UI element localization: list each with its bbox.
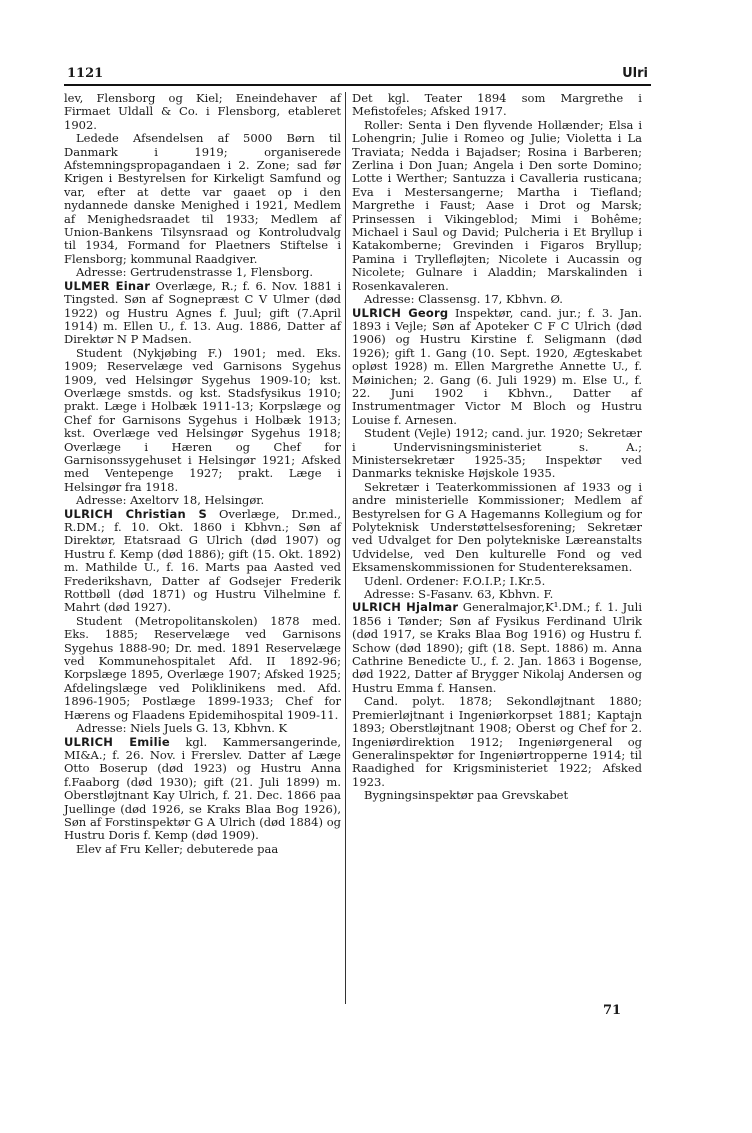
- page-number: 1121: [67, 66, 104, 81]
- column-right: [352, 92, 642, 803]
- entry-bio: Inspektør, cand. jur.; f. 3. Jan. 1893 i Vejle; Søn af Apoteker C F C Ulrich (død 1906) og Hustru Kirstine f. Seligmann (død 1926); gift 1. Gang (10. Sept. 1920, Ægteskabet opløst 1928) m. Ellen Margrethe Annette U., f. Møinichen; 2. Gang (6. Juli 1929) m. Else U., f. 22. Juni 1902 i Kbhvn., Datter af Instrumentmager Victor M Bloch og Hustru Louise f. Arnesen.: [352, 305, 642, 427]
- entry-bio: Generalmajor,K¹.DM.; f. 1. Juli 1856 i Tønder; Søn af Fysikus Ferdinand Ulrik (død 1917, se Kraks Blaa Bog 1916) og Hustru f. Schow (død 1890); gift (18. Sept. 1886) m. Anna Cathrine Benedicte U., f. 2. Jan. 1863 i Bogense, død 1922, Datter af Brygger Nikolaj Andersen og Hustru Emma f. Hansen.: [352, 600, 642, 695]
- sheet-number: 71: [603, 1003, 622, 1018]
- entry-text: lev, Flensborg og Kiel; Eneindehaver af Firmaet Uldall & Co. i Flensborg, etableret 1902.: [64, 91, 341, 132]
- entry-text: Elev af Fru Keller; debuterede paa: [76, 841, 279, 856]
- entry-text: Student (Vejle) 1912; cand. jur. 1920; Sekretær i Undervisningsministeriet s. A.; Ministersekretær 1925-35; Inspektør ved Danmarks tekniske Højskole 1935.: [352, 426, 642, 481]
- entry-text: [352, 601, 642, 695]
- entry-address: Adresse: Niels Juels G. 13, Kbhvn. K: [76, 721, 288, 736]
- entry-ulrich-emilie: [64, 736, 341, 857]
- entry-headword: ULRICH Christian S: [64, 506, 207, 521]
- entry-address: Adresse: S-Fasanv. 63, Kbhvn. F.: [364, 587, 554, 602]
- entry-ulrich-emilie-continued: [352, 92, 642, 307]
- entry-headword: ULMER Einar: [64, 278, 151, 293]
- entry-ulrich-georg: [352, 307, 642, 602]
- column-divider: [345, 92, 346, 1004]
- entry-text: Student (Metropolitanskolen) 1878 med. Eks. 1885; Reservelæge ved Garnisons Sygehus 1888-90; Dr. med. 1891 Reservelæge ved Kommunehospitalet Afd. II 1892-96; Korpslæge 1895, Overlæge 1907; Afsked 1925; Afdelingslæge ved Poliklinikens med. Afd. 1896-1905; Postlæge 1899-1933; Chef for Hærens og Flaadens Epidemihospital 1909-11.: [64, 613, 341, 722]
- entry-text: Student (Nykjøbing F.) 1901; med. Eks. 1909; Reservelæge ved Garnisons Sygehus 1909, ved Helsingør Sygehus 1909-10; kst. Overlæge smstds. og kst. Stadsfysikus 1910; prakt. Læge i Holbæk 1911-13; Korpslæge og Chef for Garnisons Sygehus i Holbæk 1913; kst. Overlæge ved Helsingør Sygehus 1918; Overlæge i Hæren og Chef for Garnisonssygehuset i Helsingør 1921; Afsked med Ventepenge 1927; prakt. Læge i Helsingør fra 1918.: [64, 345, 341, 494]
- entry-text: [352, 307, 642, 428]
- entry-address: Adresse: Classensg. 17, Kbhvn. Ø.: [364, 292, 563, 307]
- entry-text: Sekretær i Teaterkommissionen af 1933 og i andre ministerielle Kommissioner; Medlem af Bestyrelsen for G A Hagemanns Kollegium og for Polyteknisk Understøttelsesforening; Sekretær ved Udvalget for Den polytekniske Læreanstalts Udvidelse, ved Den kulturelle Fond og ved Eksamenskommissionen for Studentereksamen.: [352, 479, 642, 575]
- entry-text: [64, 508, 341, 615]
- entry-text: Det kgl. Teater 1894 som Margrethe i Mefistofeles; Afsked 1917.: [352, 91, 642, 119]
- entry-orders: Udenl. Ordener: F.O.I.P.; I.Kr.5.: [364, 573, 546, 588]
- entry-text: [64, 736, 341, 843]
- entry-bio: kgl. Kammersangerinde, MI&A.; f. 26. Nov. i Frerslev. Datter af Læge Otto Boserup (død 1923) og Hustru Anna f.Faaborg (død 1930); gift (21. Juli 1899) m. Oberstløjtnant Kay Ulrich, f. 21. Dec. 1866 paa Juellinge (død 1926, se Kraks Blaa Bog 1926), Søn af Forstinspektør G A Ulrich (død 1884) og Hustru Doris f. Kemp (død 1909).: [64, 734, 341, 843]
- entry-text: Roller: Senta i Den flyvende Hollænder; Elsa i Lohengrin; Julie i Romeo og Julie; Violetta i La Traviata; Nedda i Bajadser; Rosina i Barberen; Zerlina i Don Juan; Angela i Den sorte Domino; Lotte i Werther; Santuzza i Cavalleria rusticana; Eva i Mestersangerne; Martha i Tiefland; Margrethe i Faust; Aase i Drot og Marsk; Prinsessen i Vikingeblod; Mimi i Bohême; Michael i Saul og David; Pulcheria i Et Bryllup i Katakomberne; Grevinden i Figaros Bryllup; Pamina i Tryllefløjten; Nicolete i Aucassin og Nicolete; Gulnare i Aladdin; Marskalinden i Rosenkavaleren.: [352, 117, 642, 293]
- entry-text: [64, 280, 341, 347]
- entry-bio: Overlæge, Dr.med., R.DM.; f. 10. Okt. 1860 i Kbhvn.; Søn af Direktør, Etatsraad G Ulrich (død 1907) og Hustru f. Kemp (død 1886); gift (15. Okt. 1892) m. Mathilde U., f. 16. Marts paa Aasted ved Frederikshavn, Datter af Godsejer Frederik Rottbøll (død 1871) og Hustru Vilhelmine f. Mahrt (død 1927).: [64, 506, 341, 615]
- entry-text: Ledede Afsendelsen af 5000 Børn til Danmark i 1919; organiserede Afstemningspropagandaen i 2. Zone; sad før Krigen i Bestyrelsen for Kirkeligt Samfund og var, efter at dette var gaaet op i den nydannede danske Menighed i 1921, Medlem af Menighedsraadet til 1933; Medlem af Union-Bankens Tilsynsraad og Kontroludvalg til 1934, Formand for Plaetners Stiftelse i Flensborg; kommunal Raadgiver.: [64, 131, 341, 266]
- entry-ulrich-christian: [64, 508, 341, 736]
- entry-text: Bygningsinspektør paa Grevskabet: [364, 788, 569, 803]
- entry-bio: Overlæge, R.; f. 6. Nov. 1881 i Tingsted. Søn af Sognepræst C V Ulmer (død 1922) og Hustru Agnes f. Juul; gift (7.April 1914) m. Ellen U., f. 13. Aug. 1886, Datter af Direktør N P Madsen.: [64, 278, 342, 347]
- entry-continuation: [64, 92, 341, 280]
- header-rule: [64, 84, 651, 86]
- entry-ulmer-einar: [64, 280, 341, 508]
- entry-headword: ULRICH Emilie: [64, 734, 170, 749]
- running-head: Ulri: [622, 66, 648, 81]
- entry-address: Adresse: Axeltorv 18, Helsingør.: [76, 493, 265, 508]
- entry-headword: ULRICH Hjalmar: [352, 600, 459, 615]
- entry-headword: ULRICH Georg: [352, 305, 449, 320]
- entry-address: Adresse: Gertrudenstrasse 1, Flensborg.: [76, 265, 314, 280]
- column-left: [64, 92, 341, 856]
- entry-ulrich-hjalmar: [352, 601, 642, 802]
- entry-text: Cand. polyt. 1878; Sekondløjtnant 1880; Premierløjtnant i Ingeniørkorpset 1881; Kaptajn 1893; Oberstløjtnant 1908; Oberst og Chef for 2. Ingeniørdirektion 1912; Ingeniørgeneral og Generalinspektør for Ingeniørtropperne 1914; til Raadighed for Krigsministeriet 1922; Afsked 1923.: [352, 694, 642, 789]
